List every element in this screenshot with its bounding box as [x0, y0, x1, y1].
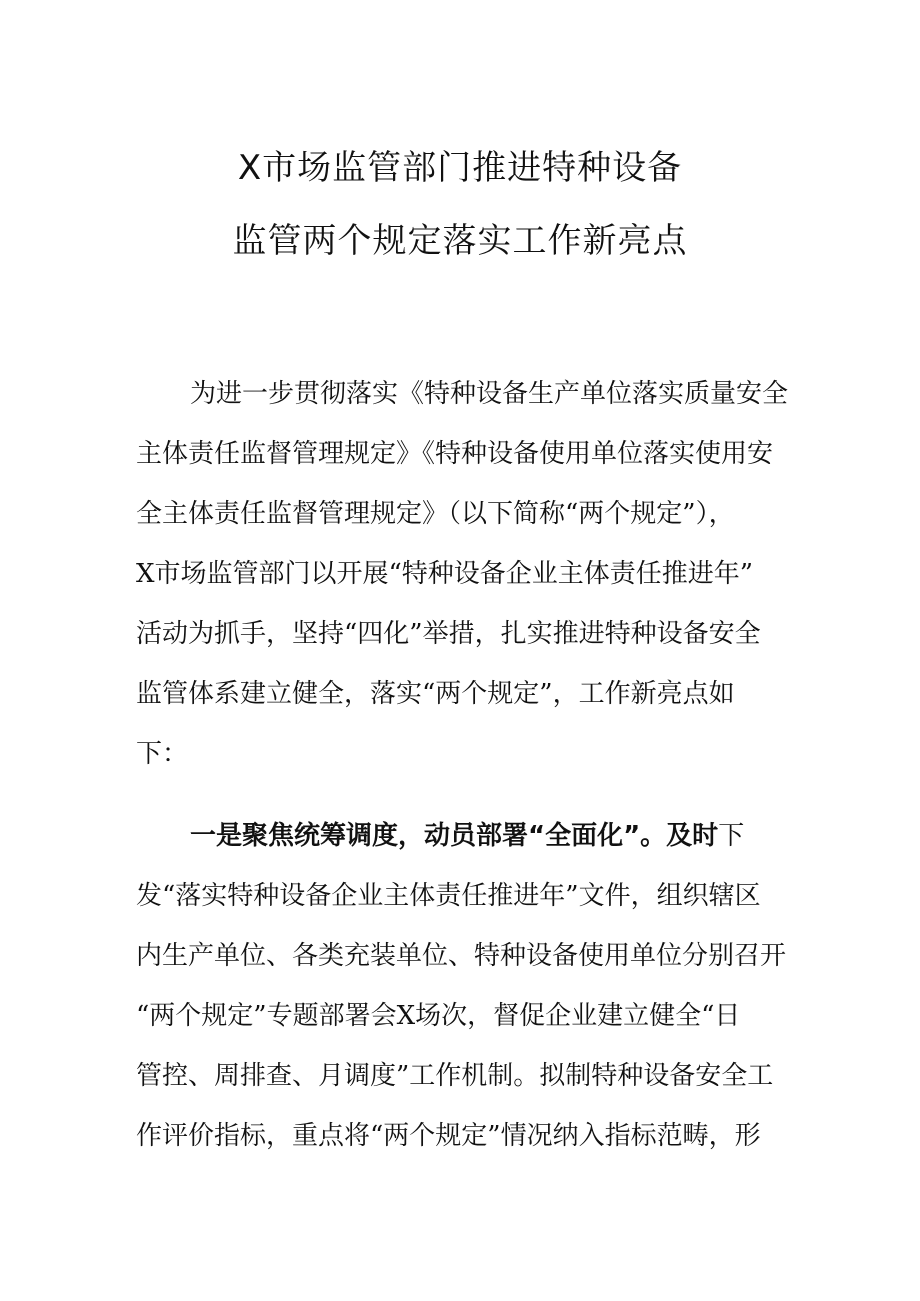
- paragraph-1-line: 为进一步贯彻落实《特种设备生产单位落实质量安全: [190, 379, 789, 409]
- paragraph-1-line: 下：: [136, 739, 189, 769]
- paragraph-1-line: 全主体责任监督管理规定》（以下简称“两个规定”），: [136, 499, 735, 529]
- paragraph-1-line: 监管体系建立健全，落实“两个规定”，工作新亮点如: [136, 679, 735, 709]
- paragraph-1-line: 主体责任监督管理规定》《特种设备使用单位落实使用安: [136, 439, 774, 469]
- paragraph-2-line: 管控、周排查、月调度”工作机制。拟制特种设备安全工: [136, 1061, 774, 1091]
- paragraph-1-line: X市场监管部门以开展“特种设备企业主体责任推进年”: [136, 559, 754, 589]
- paragraph-2-lead-rest: 下: [718, 821, 745, 851]
- document-title-line-1: X市场监管部门推进特种设备: [237, 148, 683, 188]
- paragraph-2-lead-line: [190, 816, 744, 856]
- paragraph-2-line: “两个规定”专题部署会X场次，督促企业建立健全“日: [136, 1001, 741, 1031]
- document-title-line-2: 监管两个规定落实工作新亮点: [232, 221, 688, 261]
- paragraph-2-bold-heading: 一是聚焦统筹调度，动员部署“全面化”。及时: [190, 821, 719, 851]
- paragraph-1-line: 活动为抓手，坚持“四化”举措，扎实推进特种设备安全: [136, 619, 761, 649]
- paragraph-2-line: 作评价指标，重点将“两个规定”情况纳入指标范畴，形: [136, 1121, 761, 1151]
- paragraph-2-line: 发“落实特种设备企业主体责任推进年”文件，组织辖区: [136, 881, 761, 911]
- paragraph-2-line: 内生产单位、各类充装单位、特种设备使用单位分别召开: [136, 941, 787, 971]
